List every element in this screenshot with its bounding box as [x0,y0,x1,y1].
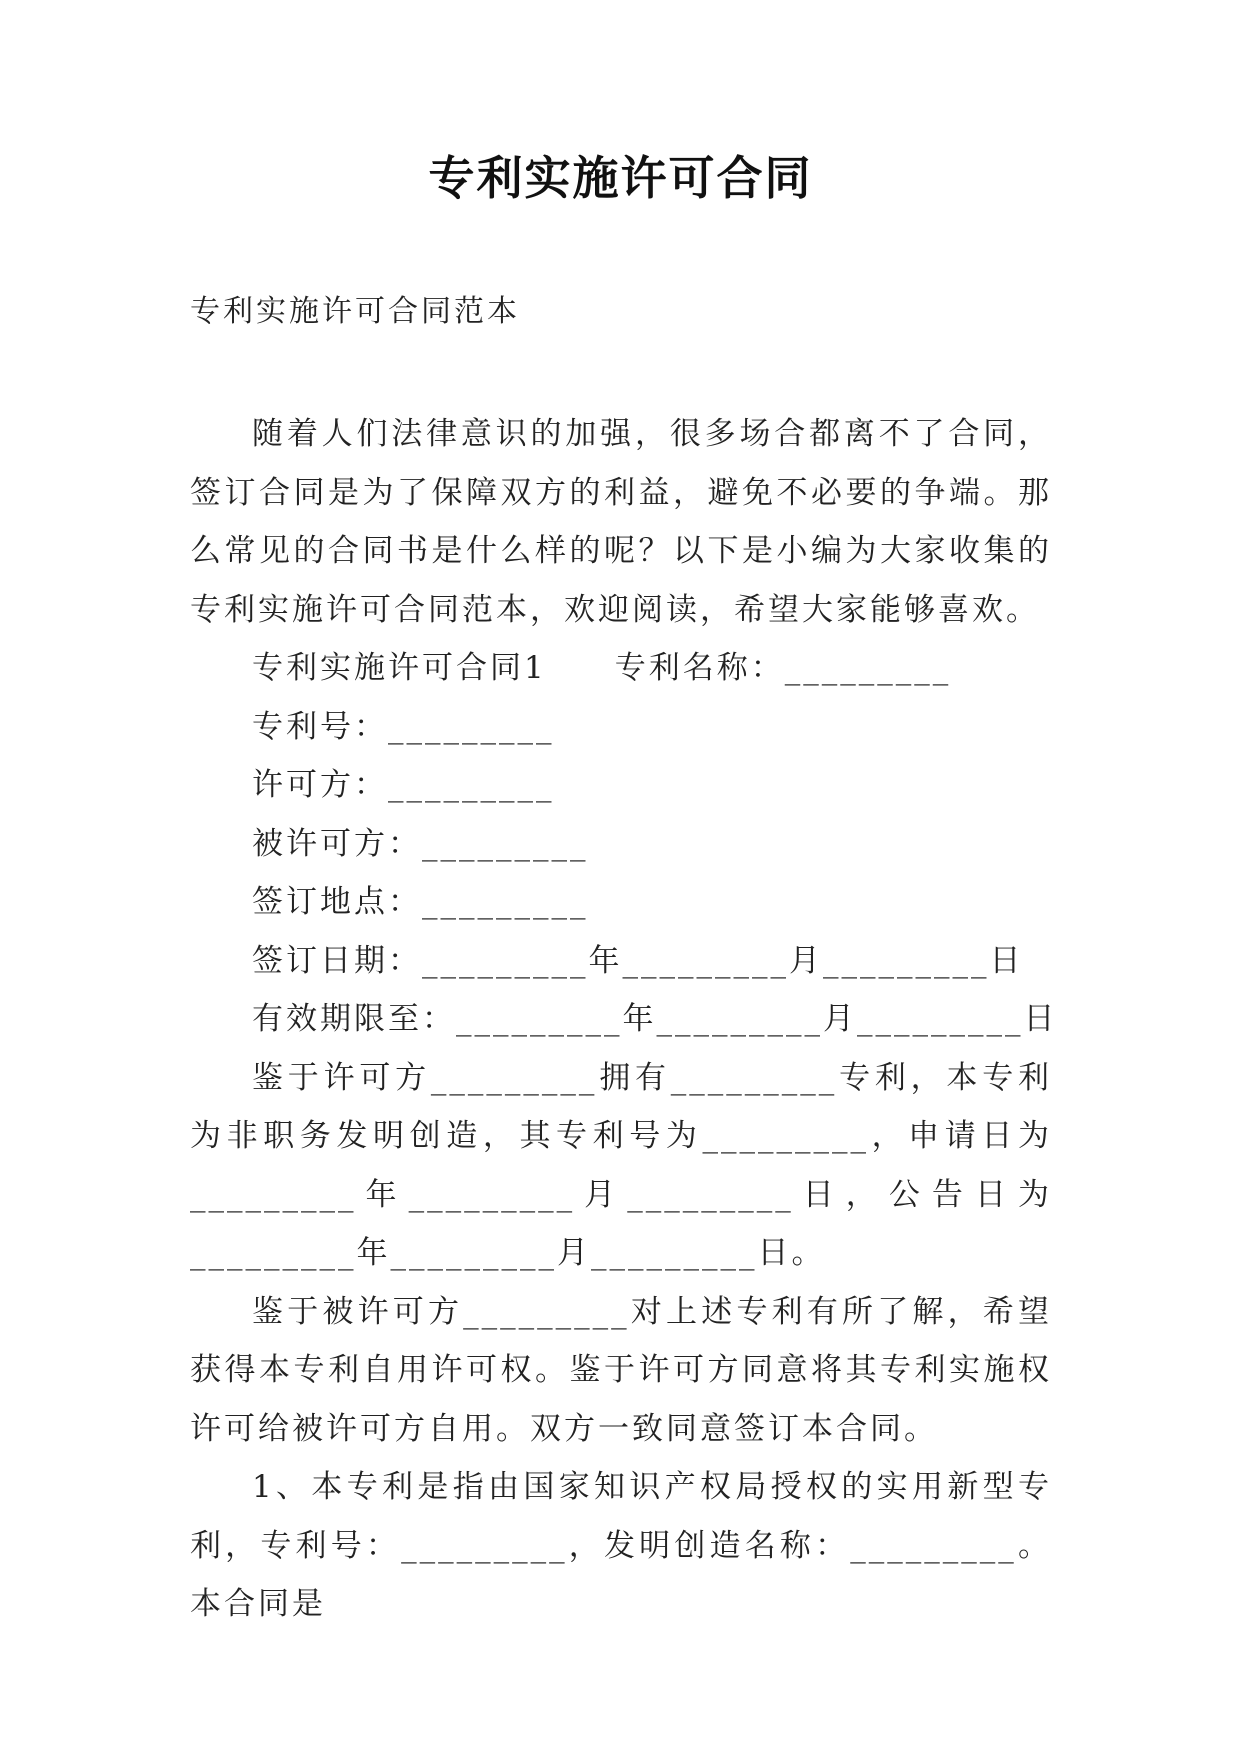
intro-paragraph: 随着人们法律意识的加强，很多场合都离不了合同，签订合同是为了保障双方的利益，避免不必要的争端。那么常见的合同书是什么样的呢？以下是小编为大家收集的专利实施许可合同范本，欢迎阅读，希望大家能够喜欢。 [190,416,1052,628]
field-patent-number: 专利号：_________ [252,708,555,745]
patent-name-field: 专利名称：_________ [614,650,952,686]
field-signing-date: 签订日期：_________年_________月_________日 [252,942,1024,979]
paragraph-licensor-recital: 鉴于许可方_________拥有_________专利，本专利为非职务发明创造，其专利号为_________，申请日为_________年_________月_________日，公告日为_________年_________月_________日。 [190,1059,1052,1271]
field-signing-place: 签订地点：_________ [252,884,589,920]
field-licensor: 许可方：_________ [252,767,555,803]
contract-heading: 专利实施许可合同1 [252,650,547,686]
paragraph-clause-1: 1、本专利是指由国家知识产权局授权的实用新型专利，专利号：_________，发明创造名称：_________。本合同是 [190,1469,1052,1622]
contract-heading-line [190,639,1052,698]
document-title: 专利实施许可合同 [428,151,813,205]
document-subtitle: 专利实施许可合同范本 [190,294,520,329]
field-valid-until: 有效期限至：_________年_________月_________日 [252,1001,1058,1037]
paragraph-licensee-recital: 鉴于被许可方_________对上述专利有所了解，希望获得本专利自用许可权。鉴于许可方同意将其专利实施权许可给被许可方自用。双方一致同意签订本合同。 [190,1293,1052,1447]
document-body [190,405,1058,1634]
field-licensee: 被许可方：_________ [252,825,589,862]
